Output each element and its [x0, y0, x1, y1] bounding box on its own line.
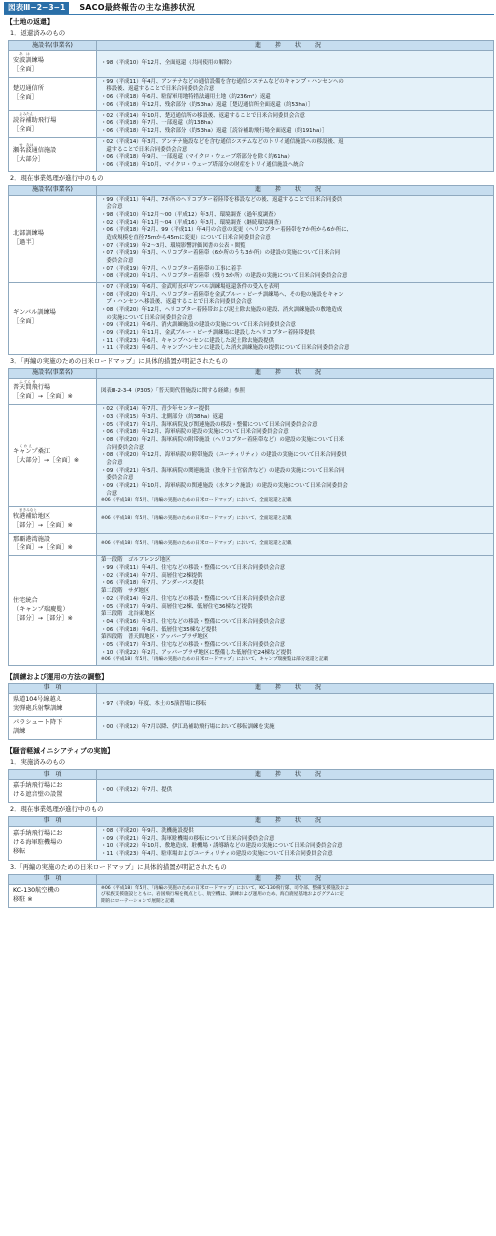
progress-line: ・07（平成19）年3月、ヘリコプター着陸帯（6か所のうち3か所）の建設の実施について日米合同 [101, 250, 341, 257]
facility-ruby: よみたん [19, 112, 34, 117]
facility-name-cell [9, 694, 97, 717]
table-row [9, 195, 494, 282]
table-row [9, 884, 494, 907]
column-header-progress: 進捗状況 [97, 368, 494, 378]
table-row [9, 717, 494, 740]
facility-name-cell [9, 111, 97, 138]
column-header-name: 施設名(事業名) [9, 185, 97, 195]
table-row [9, 282, 494, 354]
facility-name-line: 読谷補助飛行場 [13, 117, 57, 125]
facility-ruby: ふ てん ま [19, 379, 36, 384]
subsection-noise-progress: 2．現在事業処理が進行中のもの [10, 805, 104, 814]
facility-name-line: 訓練 [13, 728, 26, 736]
table-returned [8, 40, 494, 172]
progress-line: ・06（平成18）年7月、アンダーパス提供 [101, 580, 204, 587]
progress-line: ・02（平成14）年11月〜04（平成16）年3月、環境調査（継続環境調査） [101, 219, 285, 226]
facility-name-line: 嘉手納飛行場にお [13, 782, 63, 790]
progress-line: ・00（平成12）年7月以降、伊江島補助飛行場において移転訓練を実施 [101, 724, 275, 731]
progress-line: 還することで日米合同委員会合意 [101, 146, 188, 153]
subsection-noise-done: 1．実施済みのもの [10, 758, 66, 767]
facility-name-line: ける海軍駐機場の [13, 838, 63, 846]
progress-line: ・02（平成14）年3月、アンテナ施設などを含む通信システムなどのトリイ通信施設への移設後、返 [101, 139, 344, 146]
page [0, 1, 496, 1236]
progress-line: 会合意 [101, 460, 123, 467]
column-header-name: 事 項 [9, 874, 97, 884]
progress-line: ・98（平成10）年12月〜00（平成12）年3月、環境調査（過年度調査） [101, 211, 279, 218]
table-noise-roadmap [8, 874, 494, 908]
facility-name-line: ［部分］→［全面］※ [13, 521, 73, 529]
facility-name-line: ける遮音壁の設置 [13, 791, 63, 799]
progress-line: ・09（平成21）年11月、金武ブルー・ビーチ訓練場に建設したヘリコプター着陸帯提供 [101, 329, 315, 336]
progress-line: 合同委員会合意 [101, 444, 145, 451]
progress-cell [97, 533, 494, 556]
column-header-progress: 進捗状況 [97, 684, 494, 694]
table-row [9, 533, 494, 556]
facility-name-line: ［大部分］ [13, 156, 44, 164]
roadmap-note: ※06（平成18）年5月、「再編の実施のための日米ロードマップ」において、全面返還と記載 [101, 516, 292, 522]
table-row [9, 138, 494, 172]
facility-name-cell [9, 827, 97, 861]
progress-line: 合意 [101, 490, 118, 497]
progress-line: ・06（平成18）年12月、残余部分（約53ha）返還［読谷補助飛行場全面返還（約191ha）］ [101, 128, 328, 135]
progress-cell [97, 717, 494, 740]
progress-cell [97, 195, 494, 282]
progress-line: ・05（平成17）年3月、住宅などの移設・整備について日米合同委員会合意 [101, 641, 286, 648]
column-header-name: 施設名(事業名) [9, 368, 97, 378]
facility-name-line: 楚辺通信所 [13, 85, 44, 93]
progress-line: ・06（平成18）年12月、海軍病院の建設の実施について日米合同委員会合意 [101, 429, 289, 436]
facility-ruby: まきみなと [19, 507, 37, 512]
table-row [9, 780, 494, 803]
phase-heading: 第二段階 サダ地区 [101, 588, 150, 595]
progress-line: ・06（平成18）年7月、一部返還（約138ha） [101, 120, 217, 127]
facility-name-line: 嘉手納飛行場にお [13, 829, 63, 837]
progress-line: ・05（平成17）年9月、高層住宅2棟、低層住宅36棟など提供 [101, 603, 253, 610]
facility-name-line: ［全面］ [13, 126, 38, 134]
facility-name-line: ［全面］ [13, 318, 38, 326]
progress-line: ・10（平成22）年10月、敷地造成、駐機場・誘導路などの建設の実施について日米合同委員会合意 [101, 843, 343, 850]
roadmap-note: ※06（平成18）年5月、「再編の実施のための日米ロードマップ」において、キャンプ瑞慶覧は部分返還と記載 [101, 657, 329, 663]
column-header-progress: 進捗状況 [97, 817, 494, 827]
progress-cell [97, 111, 494, 138]
progress-cell [97, 827, 494, 861]
progress-line: ・06（平成18）年2月、99（平成11）年4月の合意の変更（ヘリコプター着陸帯を7か所から6か所に、 [101, 227, 352, 234]
phase-heading: 第四段階 普天間地区・アッパープラザ地区 [101, 634, 209, 641]
facility-name-cell [9, 138, 97, 172]
progress-line: ・09（平成21）年5月、海軍病院の関連施設（独身下士官宿舎など）の建設の実施について日米合同 [101, 467, 345, 474]
phase-heading: 第三段階 北谷東地区 [101, 611, 155, 618]
facility-ruby: く わ え [19, 443, 33, 448]
figure-title: SACO最終報告の主な進捗状況 [79, 2, 195, 12]
facility-name-cell [9, 77, 97, 111]
facility-name-cell [9, 506, 97, 533]
facility-name-cell [9, 556, 97, 665]
column-header-progress: 進捗状況 [97, 874, 494, 884]
progress-line: ・98（平成10）年12月、全面返還（共同使用の解除） [101, 60, 235, 67]
progress-line: ・07（平成19）年6月、金武町長がギンバル訓練場返還条件の受入を表明 [101, 283, 280, 290]
progress-line: ・08（平成20）年1月、ヘリコプター着陸帯を金武ブルー・ビーチ訓練場へ、その他の施設をキャン [101, 291, 344, 298]
subsection-noise-roadmap: 3.「再編の実施のための日米ロードマップ」に具体的措置が明記されたもの [10, 862, 227, 871]
progress-cell [97, 884, 494, 907]
progress-cell [97, 780, 494, 803]
progress-line: ・09（平成21）年2月、海軍駐機場の移転について日米合同委員会合意 [101, 835, 275, 842]
facility-name-line: 牧港補給地区 [13, 512, 51, 520]
roadmap-note: び家族支援施設とともに、岩国飛行場を拠点とし、航空機は、訓練および運用のため、海自鹿屋基地およびグアムに定 [101, 892, 344, 898]
progress-cell [97, 694, 494, 717]
facility-name-line: 県道104号線越え [13, 696, 62, 704]
facility-name-line: パラシュート降下 [13, 719, 63, 727]
progress-line: ・07（平成19）年2〜3月、環境影響評価図書の公表・閲覧 [101, 242, 246, 249]
progress-line: ・11（平成23）年6月、キャンプハンセンに建設した消火訓練施設の提供について日米合同委員会合意 [101, 345, 350, 352]
table-row [9, 827, 494, 861]
progress-line: ・00（平成12）年7月、提供 [101, 787, 173, 794]
progress-line: ・08（平成20）年1月、ヘリコプター着陸帯（残り3か所）の建設の実施について日米合同委員会合意 [101, 273, 348, 280]
facility-name-cell [9, 780, 97, 803]
subsection-roadmap: 3．「再編の実施のための日米ロードマップ」に具体的措置が明記されたもの [10, 356, 228, 365]
roadmap-note: 期的にローテーションで展開と記載 [101, 898, 175, 904]
progress-line: ・07（平成19）年7月、ヘリコプター着陸帯の工事に着手 [101, 265, 242, 272]
column-header-name: 事 項 [9, 684, 97, 694]
progress-cell [97, 405, 494, 507]
progress-line: ・10（平成22）年2月、アッパープラザ地区に整備した低層住宅24棟など提供 [101, 649, 292, 656]
progress-line: ・99（平成11）年4月、アンテナなどの通信設備を含む通信システムなどのキャンプ・ハンセンへの [101, 78, 344, 85]
facility-name-line: ［全面］ [13, 94, 38, 102]
table-row [9, 506, 494, 533]
facility-name-cell [9, 405, 97, 507]
table-row [9, 77, 494, 111]
column-header-name: 施設名(事業名) [9, 41, 97, 51]
progress-cell [97, 506, 494, 533]
facility-name-line: キャンプ桑江 [13, 448, 51, 456]
progress-line: ・03（平成15）年3月、北側部分（約38ha）返還 [101, 414, 224, 421]
table-noise-done [8, 769, 494, 803]
progress-line: ・02（平成14）年7月、青少年センター提供 [101, 406, 210, 413]
table-row [9, 378, 494, 405]
table-noise-progress [8, 816, 494, 861]
progress-cell [97, 378, 494, 405]
progress-line: ・05（平成17）年1月、海軍病院及び関連施設の移設・整備について日米合同委員会合意 [101, 421, 318, 428]
table-row [9, 405, 494, 507]
progress-line: ・09（平成21）年10月、海軍病院の関連施設（水タンク施設）の建設の実施について日米合同委員会 [101, 483, 348, 490]
column-header-progress: 進捗状況 [97, 770, 494, 780]
progress-cell [97, 282, 494, 354]
figure-title-bar [4, 1, 494, 15]
progress-cell [97, 77, 494, 111]
column-header-name: 事 項 [9, 770, 97, 780]
figure-label: 図表Ⅲ−2−3−1 [4, 2, 69, 14]
facility-name-line: 普天間飛行場 [13, 384, 51, 392]
subsection-in-progress: 2．現在事業処理が進行中のもの [10, 173, 104, 182]
facility-name-line: ［大部分］→［全面］※ [13, 457, 80, 465]
table-roadmap [8, 368, 494, 666]
roadmap-note: ※06（平成18）年5月、「再編の実施のための日米ロードマップ」において、全面返還と記載 [101, 541, 292, 547]
progress-line: ・08（平成20）年2月、海軍病院の附帯施設（ヘリコプター着陸帯など）の建設の実施について日米 [101, 437, 344, 444]
progress-line: ・08（平成20）年9月、洗機施設提供 [101, 828, 194, 835]
facility-ruby: あ は [19, 52, 30, 57]
progress-line: ・99（平成11）年4月、7か所のヘリコプター着陸帯を移設などの後、返還することで日米合同委員 [101, 196, 343, 203]
progress-line: プ・ハンセンへ移設後、返還することで日米合同委員会合意 [101, 299, 252, 306]
progress-line: ・08（平成20）年12月、ヘリコプター着陸帯および泥土除去施設の建設、消火訓練施設の敷地造成 [101, 306, 343, 313]
facility-name-line: 安波訓練場 [13, 56, 44, 64]
progress-line: ・09（平成21）年6月、消火訓練施設の建設の実施について日米合同委員会合意 [101, 322, 296, 329]
table-row [9, 51, 494, 78]
column-header-name: 事 項 [9, 817, 97, 827]
facility-name-cell [9, 195, 97, 282]
section-noise: 【騒音軽減イニシアティブの実施】 [6, 747, 114, 756]
progress-line: ・97（平成9）年度、本土の5演習場に移転 [101, 701, 207, 708]
facility-name-cell [9, 717, 97, 740]
progress-cell [97, 51, 494, 78]
progress-line: ・06（平成18）年9月、一部返還（マイクロ・ウェーブ塔部分を除く約61ha） [101, 154, 293, 161]
phase-heading: 第一段階 ゴルフレンジ地区 [101, 557, 171, 564]
facility-name-line: 移駐 ※ [13, 895, 33, 903]
facility-name-line: 住宅統合 [13, 597, 38, 605]
roadmap-note: ※06（平成18）年5月、「再編の実施のための日米ロードマップ」において、KC-130飛行隊、司令部、整備支援施設およ [101, 885, 350, 891]
progress-line: 造成規模を直径75mから45mに変更）について日米合同委員会合意 [101, 234, 271, 241]
roadmap-note: ※06（平成18）年5月、「再編の実施のための日米ロードマップ」において、全面返還と記載 [101, 498, 292, 504]
facility-name-line: 移転 [13, 847, 26, 855]
facility-name-cell [9, 51, 97, 78]
subsection-returned: 1．返還済みのもの [10, 29, 66, 38]
progress-line: ・08（平成20）年12月、海軍病院の附帯施設（ユーティリティ）の建設の実施について日米合同委員 [101, 452, 347, 459]
progress-line: 会合意 [101, 204, 123, 211]
facility-name-line: ［全面］→［全面］※ [13, 544, 73, 552]
facility-name-cell [9, 884, 97, 907]
section-land-return: 【土地の返還】 [6, 18, 54, 26]
progress-line: 委員会合意 [101, 257, 134, 264]
facility-ruby: せ なは [19, 142, 34, 147]
facility-name-line: 北部訓練場 [13, 229, 44, 237]
progress-line: ・06（平成18）年6月、駐留軍用地特措法適用土地（約236m²）返還 [101, 94, 271, 101]
facility-name-line: KC-130航空機の [13, 886, 60, 894]
progress-cell [97, 138, 494, 172]
progress-line: 図表Ⅲ-2-3-4（P305）「普天間代替施設に関する経緯」参照 [101, 387, 245, 394]
section-training: 【訓練および運用の方法の調整】 [6, 672, 108, 681]
progress-line: ・99（平成11）年4月、住宅などの移設・整備について日米合同委員会合意 [101, 565, 286, 572]
facility-name-line: ギンバル訓練場 [13, 309, 56, 317]
facility-name-line: （キャンプ瑞慶覧） [13, 606, 69, 614]
facility-name-line: ［全面］→［全面］※ [13, 393, 73, 401]
progress-line: ・06（平成18）年6月、低層住宅35棟など提供 [101, 626, 217, 633]
progress-line: ・06（平成18）年12月、残余部分（約53ha）返還［楚辺通信所全面返還（約53ha）］ [101, 101, 314, 108]
facility-name-line: 瀬名波通信施設 [13, 147, 57, 155]
table-training [8, 683, 494, 740]
progress-line: ・02（平成14）年7月、高層住宅2棟提供 [101, 572, 203, 579]
table-row [9, 556, 494, 665]
facility-name-cell [9, 378, 97, 405]
facility-name-line: ［全面］ [13, 65, 38, 73]
progress-line: ・11（平成23）年4月、駐車場およびユーティリティの建設の実施について日米合同委員会合意 [101, 851, 333, 858]
facility-name-cell [9, 282, 97, 354]
progress-line: ・04（平成16）年3月、住宅などの移設・整備について日米合同委員会合意 [101, 618, 286, 625]
progress-line: ・11（平成23）年6月、キャンプハンセンに建設した泥土除去施設提供 [101, 337, 275, 344]
table-in-progress [8, 185, 494, 355]
progress-line: の実施について日米合同委員会合意 [101, 314, 193, 321]
progress-line: ・02（平成14）年2月、住宅などの移設・整備について日米合同委員会合意 [101, 595, 286, 602]
facility-name-line: 那覇港湾施設 [13, 535, 51, 543]
progress-line: 移設後、返還することで日米合同委員会合意 [101, 86, 215, 93]
progress-line: ・02（平成14）年10月、楚辺通信所の移設後、返還することで日米合同委員会合意 [101, 112, 305, 119]
table-row [9, 694, 494, 717]
facility-name-line: 実弾砲兵射撃訓練 [13, 705, 63, 713]
facility-name-line: ［過半］ [13, 238, 38, 246]
column-header-progress: 進捗状況 [97, 185, 494, 195]
facility-name-line: ［部分］→［部分］※ [13, 615, 73, 623]
progress-line: 委員会合意 [101, 475, 134, 482]
facility-name-cell [9, 533, 97, 556]
column-header-progress: 進捗状況 [97, 41, 494, 51]
progress-cell [97, 556, 494, 665]
progress-line: ・06（平成18）年10月、マイクロ・ウェーブ塔部分の財産をトリイ通信施設へ統合 [101, 162, 304, 169]
table-row [9, 111, 494, 138]
